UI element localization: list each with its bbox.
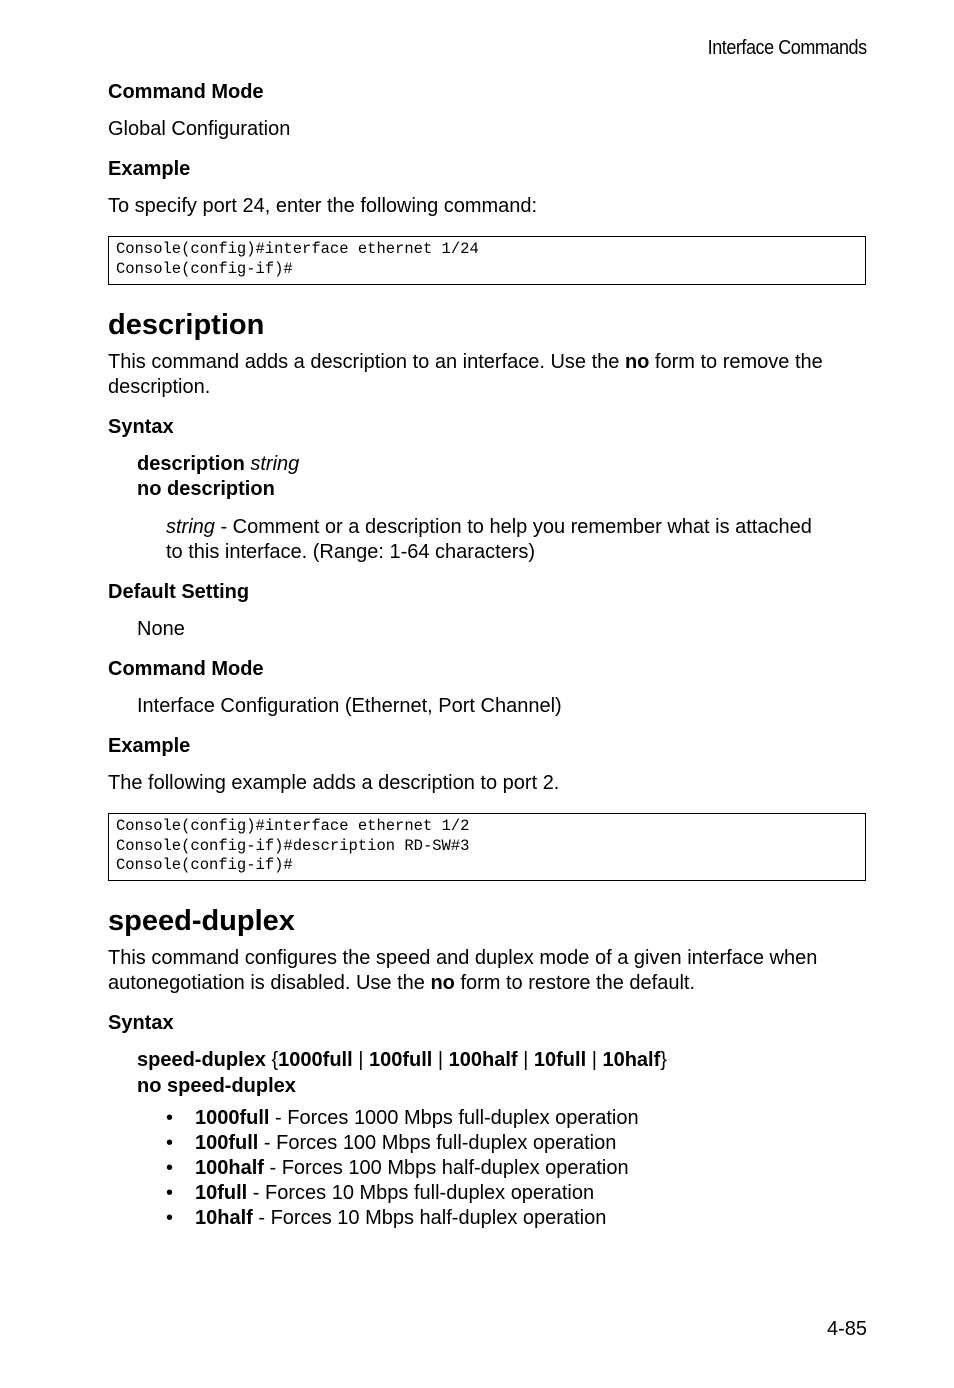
example-text: To specify port 24, enter the following command: <box>108 195 538 217</box>
description-intro: This command adds a description to an interface. Use the no form to remove the description. <box>108 351 823 398</box>
command-mode-value: Interface Configuration (Ethernet, Port Channel) <box>137 695 562 717</box>
example-heading: Example <box>108 735 191 757</box>
syntax-no-line: no speed-duplex <box>137 1075 296 1097</box>
syntax-line: speed-duplex {1000full | 100full | 100half | 10full | 10half} <box>137 1049 667 1071</box>
list-item: • 100half - Forces 100 Mbps half-duplex operation <box>166 1157 629 1179</box>
list-item: • 1000full - Forces 1000 Mbps full-duplex operation <box>166 1107 639 1129</box>
speed-duplex-intro: This command configures the speed and duplex mode of a given interface when autonegotiation is disabled. Use the no form to restore the default. <box>108 947 818 994</box>
example-heading: Example <box>108 158 191 180</box>
syntax-heading: Syntax <box>108 416 174 438</box>
list-item: • 100full - Forces 100 Mbps full-duplex operation <box>166 1132 617 1154</box>
section-title-description: description <box>108 309 265 341</box>
command-mode-heading: Command Mode <box>108 658 264 680</box>
code-block-interface <box>108 236 866 285</box>
code-line: Console(config-if)# <box>116 259 293 278</box>
syntax-no-line: no description <box>137 478 275 500</box>
code-line: Console(config-if)# <box>116 856 293 874</box>
example-text: The following example adds a description to port 2. <box>108 772 560 794</box>
default-setting-heading: Default Setting <box>108 581 250 603</box>
code-line: Console(config)#interface ethernet 1/2 <box>116 817 470 835</box>
code-line: Console(config)#interface ethernet 1/24 <box>116 240 479 258</box>
command-mode-value: Global Configuration <box>108 118 291 140</box>
section-title-speed-duplex: speed-duplex <box>108 905 295 937</box>
param-description: string - Comment or a description to help you remember what is attached to this interface. (Range: 1-64 characters) <box>166 516 812 563</box>
syntax-heading: Syntax <box>108 1012 174 1034</box>
list-item: • 10half - Forces 10 Mbps half-duplex operation <box>166 1207 607 1229</box>
running-header: Interface Commands <box>708 37 867 59</box>
list-item: • 10full - Forces 10 Mbps full-duplex operation <box>166 1182 595 1204</box>
syntax-line: description string <box>137 453 300 475</box>
command-mode-heading: Command Mode <box>108 81 264 103</box>
page-number: 4-85 <box>826 1318 867 1340</box>
default-setting-value: None <box>137 618 185 640</box>
code-line: Console(config-if)#description RD-SW#3 <box>116 836 470 855</box>
code-block-description <box>108 813 866 881</box>
